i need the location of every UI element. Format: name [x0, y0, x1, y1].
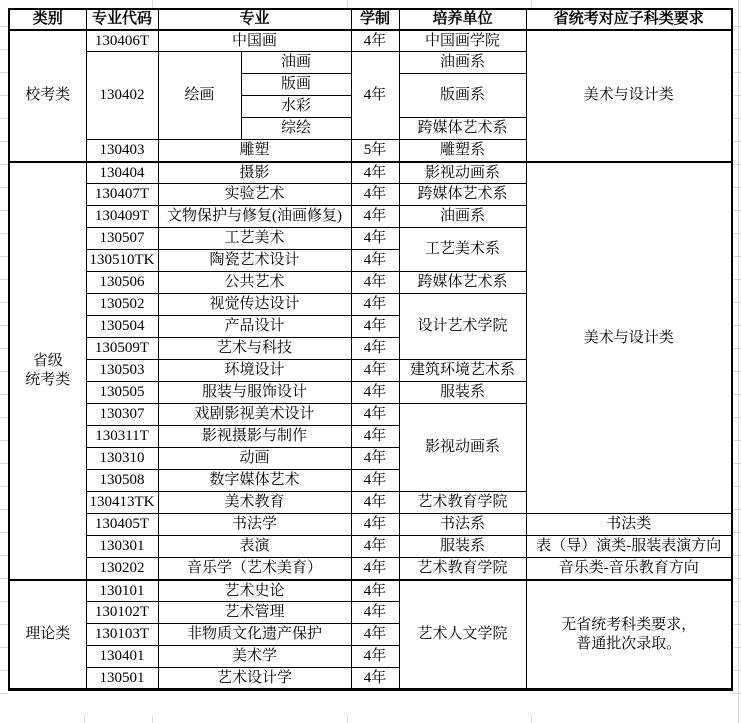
table-row — [9, 558, 732, 580]
col-header-duration: 学制 — [351, 9, 399, 30]
major-code: 130311T — [86, 426, 158, 448]
col-header-training-unit: 培养单位 — [399, 9, 526, 30]
duration: 4年 — [351, 316, 399, 338]
duration: 4年 — [351, 360, 399, 382]
gridline-tick — [733, 348, 741, 349]
gridline-tick — [733, 210, 741, 211]
major-code: 130507 — [86, 228, 158, 250]
gridline-tick — [733, 49, 741, 50]
major-name: 美术教育 — [158, 492, 351, 514]
major-direction: 版画 — [241, 74, 351, 96]
gridline-tick — [733, 72, 741, 73]
major-code: 130501 — [86, 668, 158, 690]
gridline-tick — [0, 95, 8, 96]
training-unit: 跨媒体艺术系 — [399, 272, 526, 294]
major-code: 130102T — [86, 602, 158, 624]
gridline-tick — [733, 417, 741, 418]
category-label: 理论类 — [9, 580, 86, 690]
exam-requirement: 音乐类-音乐教育方向 — [526, 558, 732, 580]
duration: 4年 — [351, 30, 399, 52]
gridline-tick — [0, 647, 8, 648]
gridline-tick — [0, 325, 8, 326]
major-code: 130404 — [86, 162, 158, 184]
major-code: 130409T — [86, 206, 158, 228]
major-name: 雕塑 — [158, 140, 351, 162]
major-code: 130202 — [86, 558, 158, 580]
duration: 4年 — [351, 404, 399, 426]
gridline-tick — [0, 141, 8, 142]
major-name: 书法学 — [158, 514, 351, 536]
major-code: 130310 — [86, 448, 158, 470]
gridline-tick — [0, 279, 8, 280]
major-code: 130103T — [86, 624, 158, 646]
duration: 4年 — [351, 492, 399, 514]
gridline-tick — [0, 118, 8, 119]
exam-requirement: 美术与设计类 — [526, 30, 732, 162]
table-row — [9, 514, 732, 536]
major-code: 130307 — [86, 404, 158, 426]
table-row — [9, 536, 732, 558]
gridline-tick — [0, 555, 8, 556]
major-direction: 油画 — [241, 52, 351, 74]
major-name: 工艺美术 — [158, 228, 351, 250]
major-code: 130503 — [86, 360, 158, 382]
major-direction: 水彩 — [241, 96, 351, 118]
major-name: 服装与服饰设计 — [158, 382, 351, 404]
gridline-tick — [347, 0, 348, 8]
duration: 4年 — [351, 272, 399, 294]
major-code: 130509T — [86, 338, 158, 360]
gridline-tick — [733, 95, 741, 96]
exam-requirement: 美术与设计类 — [526, 162, 732, 514]
training-unit: 影视动画系 — [399, 162, 526, 184]
duration: 4年 — [351, 602, 399, 624]
gridline-tick — [733, 256, 741, 257]
major-code: 130405T — [86, 514, 158, 536]
duration: 4年 — [351, 228, 399, 250]
major-name: 动画 — [158, 448, 351, 470]
training-unit: 雕塑系 — [399, 140, 526, 162]
major-name: 非物质文化遗产保护 — [158, 624, 351, 646]
gridline-tick — [0, 49, 8, 50]
header-row — [9, 9, 732, 30]
gridline-tick — [531, 0, 532, 8]
major-name: 视觉传达设计 — [158, 294, 351, 316]
training-unit: 影视动画系 — [399, 404, 526, 492]
exam-requirement: 表（导）演类-服装表演方向 — [526, 536, 732, 558]
major-code: 130101 — [86, 580, 158, 602]
major-direction: 综绘 — [241, 118, 351, 140]
major-name: 产品设计 — [158, 316, 351, 338]
training-unit: 设计艺术学院 — [399, 294, 526, 360]
major-name: 音乐学（艺术美育） — [158, 558, 351, 580]
gridline-tick — [0, 302, 8, 303]
exam-requirement: 书法类 — [526, 514, 732, 536]
major-name: 环境设计 — [158, 360, 351, 382]
training-unit: 跨媒体艺术系 — [399, 184, 526, 206]
gridline-tick — [0, 72, 8, 73]
training-unit: 书法系 — [399, 514, 526, 536]
gridline-tick — [152, 0, 153, 8]
major-name: 文物保护与修复(油画修复) — [158, 206, 351, 228]
gridline-tick — [733, 670, 741, 671]
major-code: 130403 — [86, 140, 158, 162]
major-code: 130505 — [86, 382, 158, 404]
gridline-tick — [733, 578, 741, 579]
major-code: 130406T — [86, 30, 158, 52]
gridline-tick — [738, 0, 739, 723]
major-name: 绘画 — [158, 52, 241, 140]
gridline-tick — [733, 555, 741, 556]
training-unit: 跨媒体艺术系 — [399, 118, 526, 140]
category-label: 省级 统考类 — [9, 162, 86, 580]
major-name: 艺术史论 — [158, 580, 351, 602]
gridline-tick — [733, 371, 741, 372]
duration: 4年 — [351, 668, 399, 690]
major-code: 130510TK — [86, 250, 158, 272]
duration: 4年 — [351, 580, 399, 602]
gridline-tick — [0, 463, 8, 464]
gridline-tick — [733, 486, 741, 487]
majors-table — [8, 8, 733, 691]
gridline-tick — [0, 601, 8, 602]
gridline-tick — [0, 440, 8, 441]
training-unit: 工艺美术系 — [399, 228, 526, 272]
training-unit: 建筑环境艺术系 — [399, 360, 526, 382]
duration: 4年 — [351, 558, 399, 580]
gridline-tick — [347, 716, 348, 723]
gridline-tick — [733, 647, 741, 648]
gridline-tick — [0, 210, 8, 211]
col-header-exam-requirement: 省统考对应子科类要求 — [526, 9, 732, 30]
training-unit: 版画系 — [399, 74, 526, 118]
major-name: 实验艺术 — [158, 184, 351, 206]
duration: 4年 — [351, 624, 399, 646]
major-name: 表演 — [158, 536, 351, 558]
gridline-tick — [0, 670, 8, 671]
gridline-tick — [0, 394, 8, 395]
gridline-tick — [0, 417, 8, 418]
major-name: 艺术与科技 — [158, 338, 351, 360]
training-unit: 中国画学院 — [399, 30, 526, 52]
col-header-category: 类别 — [9, 9, 86, 30]
duration: 4年 — [351, 426, 399, 448]
gridline-tick — [733, 532, 741, 533]
major-code: 130402 — [86, 52, 158, 140]
duration: 4年 — [351, 250, 399, 272]
table-body — [9, 30, 732, 690]
table-row — [9, 30, 732, 52]
major-code: 130407T — [86, 184, 158, 206]
major-name: 数字媒体艺术 — [158, 470, 351, 492]
major-code: 130504 — [86, 316, 158, 338]
gridline-tick — [733, 325, 741, 326]
major-name: 摄影 — [158, 162, 351, 184]
gridline-tick — [0, 693, 8, 694]
duration: 4年 — [351, 162, 399, 184]
training-unit: 艺术教育学院 — [399, 492, 526, 514]
gridline-tick — [0, 233, 8, 234]
duration: 4年 — [351, 294, 399, 316]
exam-requirement: 无省统考科类要求， 普通批次录取。 — [526, 580, 732, 690]
gridline-tick — [733, 141, 741, 142]
gridline-tick — [733, 463, 741, 464]
gridline-tick — [733, 601, 741, 602]
duration: 5年 — [351, 140, 399, 162]
major-name: 艺术设计学 — [158, 668, 351, 690]
duration: 4年 — [351, 470, 399, 492]
duration: 4年 — [351, 206, 399, 228]
gridline-tick — [0, 486, 8, 487]
training-unit: 服装系 — [399, 382, 526, 404]
major-name: 戏剧影视美术设计 — [158, 404, 351, 426]
gridline-tick — [733, 624, 741, 625]
major-code: 130508 — [86, 470, 158, 492]
major-name: 影视摄影与制作 — [158, 426, 351, 448]
training-unit: 服装系 — [399, 536, 526, 558]
training-unit: 油画系 — [399, 52, 526, 74]
gridline-tick — [0, 256, 8, 257]
gridline-tick — [0, 164, 8, 165]
gridline-tick — [733, 693, 741, 694]
major-name: 中国画 — [158, 30, 351, 52]
major-code: 130413TK — [86, 492, 158, 514]
gridline-tick — [733, 509, 741, 510]
gridline-tick — [0, 187, 8, 188]
gridline-tick — [152, 716, 153, 723]
duration: 4年 — [351, 382, 399, 404]
major-name: 艺术管理 — [158, 602, 351, 624]
major-name: 美术学 — [158, 646, 351, 668]
gridline-tick — [733, 26, 741, 27]
category-label: 校考类 — [9, 30, 86, 162]
duration: 4年 — [351, 338, 399, 360]
training-unit: 艺术教育学院 — [399, 558, 526, 580]
col-header-major: 专业 — [158, 9, 351, 30]
gridline-tick — [733, 164, 741, 165]
gridline-tick — [0, 578, 8, 579]
gridline-tick — [0, 532, 8, 533]
major-code: 130301 — [86, 536, 158, 558]
gridline-tick — [0, 348, 8, 349]
gridline-tick — [733, 233, 741, 234]
duration: 4年 — [351, 52, 399, 140]
duration: 4年 — [351, 646, 399, 668]
gridline-tick — [733, 394, 741, 395]
gridline-tick — [733, 302, 741, 303]
major-code: 130502 — [86, 294, 158, 316]
major-code: 130401 — [86, 646, 158, 668]
gridline-tick — [531, 716, 532, 723]
gridline-tick — [0, 509, 8, 510]
duration: 4年 — [351, 448, 399, 470]
col-header-major-code: 专业代码 — [86, 9, 158, 30]
gridline-tick — [733, 118, 741, 119]
gridline-tick — [0, 26, 8, 27]
gridline-tick — [0, 624, 8, 625]
gridline-tick — [84, 716, 85, 723]
table-row — [9, 162, 732, 184]
gridline-tick — [733, 187, 741, 188]
training-unit: 油画系 — [399, 206, 526, 228]
training-unit: 艺术人文学院 — [399, 580, 526, 690]
duration: 4年 — [351, 514, 399, 536]
gridline-tick — [733, 279, 741, 280]
duration: 4年 — [351, 536, 399, 558]
table-header — [9, 9, 732, 30]
major-name: 公共艺术 — [158, 272, 351, 294]
major-name: 陶瓷艺术设计 — [158, 250, 351, 272]
table-row — [9, 580, 732, 602]
gridline-tick — [0, 371, 8, 372]
gridline-tick — [733, 440, 741, 441]
major-code: 130506 — [86, 272, 158, 294]
duration: 4年 — [351, 184, 399, 206]
